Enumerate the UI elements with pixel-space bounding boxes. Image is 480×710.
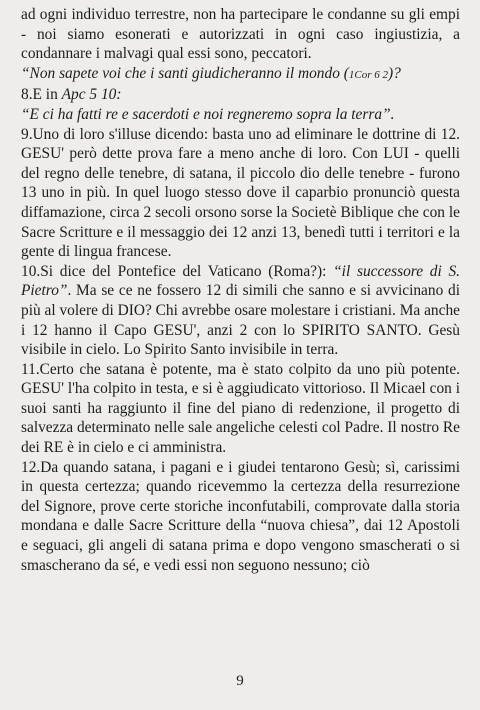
paragraph-number: 8.E in (21, 86, 62, 104)
paragraph-11 (21, 360, 460, 458)
scripture-quote-1cor (21, 64, 460, 86)
paragraph-10 (21, 262, 460, 360)
paragraph-text: 11.Certo che satana è potente, ma è stato colpito da uno più potente. GESU' l'ha colpito in testa, e si è aggiudicato vittorioso. Il Micael con i suoi santi ha raggiunto il fine del piano di redenzione, il progetto di salvezza determinato nelle sale angeliche celesti col Padre. Il nostro Re dei RE è in cielo e ci amministra. (21, 360, 460, 457)
paragraph-12 (21, 458, 460, 576)
paragraph-8 (21, 85, 460, 105)
page-number: 9 (236, 673, 244, 689)
scripture-quote-apc (21, 105, 460, 125)
quote-close: )? (388, 64, 401, 82)
scripture-reference: 1Cor 6 2 (348, 68, 388, 81)
paragraph-lead: 10.Si dice del Pontefice del Vaticano (Roma?): (21, 262, 334, 280)
paragraph-text: ad ogni individuo terrestre, non ha partecipare le condanne su gli empi - noi siamo esonerati e autorizzati in ogni caso ingiustizia, a condannare i malvagi qual essi sono, peccatori. (21, 6, 460, 63)
paragraph-continuation (21, 5, 460, 64)
paragraph-9 (21, 125, 460, 262)
quote-text: “Non sapete voi che i santi giudicheranno il mondo ( (21, 64, 349, 82)
paragraph-text: 9.Uno di loro s'illuse dicendo: basta uno ad eliminare le dottrine di 12. GESU' però dette prova fare a meno anche di loro. Con LUI - quelli del regno delle tenebre, di satana, il piccolo dio delle tenebre - furono 13 uno in più. In quel luogo stesso dove il caparbio pronunciò questa diffamazione, circa 2 secoli orsono sorse la Societè Biblique che con le Sacre Scritture e il messaggio dei 12 anzi 13, benedì tutti i territori e la gente di lingua francese. (21, 125, 460, 261)
quote-text: “E ci ha fatti re e sacerdoti e noi regneremo sopra la terra”. (21, 105, 395, 123)
scripture-reference: Apc 5 10: (61, 86, 122, 104)
quote-text: “il successore di S. Pietro” (21, 262, 460, 300)
paragraph-text: 12.Da quando satana, i pagani e i giudei tentarono Gesù; sì, carissimi in questa certezza; quando ricevemmo la certezza della resurrezione del Signore, prove certe storiche inconfutabili, comprovate dalla storia mondana e dalle Sacre Scritture della “nuova chiesa”, dai 12 Apostoli e seguaci, gli angeli di satana prima e dopo vengono smascherati o si smascherano da sé, e vedi essi non seguono nessuno; ciò (21, 458, 460, 574)
body-text (21, 5, 460, 575)
paragraph-text: . Ma se ce ne fossero 12 di simili che sanno e si avvicinano di più al volere di DIO? Chi avrebbe osare molestare i cristiani. Ma anche i 12 hanno il Capo GESU', anzi 2 con lo SPIRITO SANTO. Gesù visibile in cielo. Lo Spirito Santo invisibile in terra. (21, 282, 460, 359)
